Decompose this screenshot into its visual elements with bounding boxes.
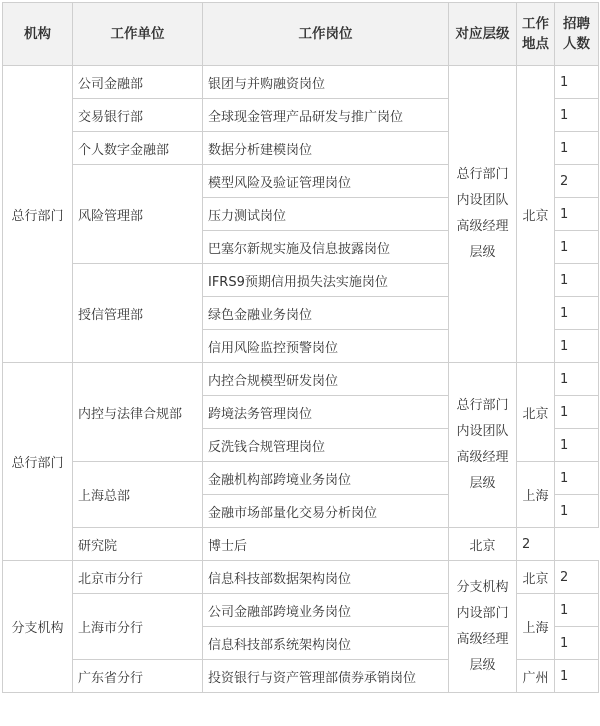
header-level: 对应层级: [449, 3, 517, 66]
unit-cell: 上海总部: [73, 462, 203, 528]
header-count: [555, 3, 599, 66]
count-cell: 1: [555, 66, 599, 99]
header-location-line2: 地点: [522, 36, 549, 52]
header-unit: 工作单位: [73, 3, 203, 66]
count-cell: 1: [555, 462, 599, 495]
level-line: 总行部门: [456, 398, 509, 413]
post-cell: 金融机构部跨境业务岗位: [203, 462, 449, 495]
header-location-line1: 工作: [522, 16, 549, 32]
location-cell: 北京: [517, 363, 555, 462]
post-cell: 内控合规模型研发岗位: [203, 363, 449, 396]
unit-cell: 内控与法律合规部: [73, 363, 203, 462]
header-row: [3, 3, 599, 66]
table-row: [3, 363, 599, 396]
level-line: 高级经理: [456, 450, 509, 465]
unit-cell: 公司金融部: [73, 66, 203, 99]
org-cell: 总行部门: [3, 363, 73, 561]
post-cell: IFRS9预期信用损失法实施岗位: [203, 264, 449, 297]
header-count-line2: 人数: [563, 36, 590, 52]
level-line: 分支机构: [456, 579, 509, 595]
org-cell: 分支机构: [3, 561, 73, 693]
post-cell: 数据分析建模岗位: [203, 132, 449, 165]
location-cell: 上海: [517, 594, 555, 660]
location-cell: 北京: [517, 66, 555, 363]
post-cell: 模型风险及验证管理岗位: [203, 165, 449, 198]
unit-cell: 上海市分行: [73, 594, 203, 660]
post-cell: 银团与并购融资岗位: [203, 66, 449, 99]
count-cell: 1: [555, 396, 599, 429]
count-cell: 1: [555, 627, 599, 660]
count-cell: 1: [555, 429, 599, 462]
count-cell: 1: [555, 594, 599, 627]
recruitment-table: [2, 2, 599, 693]
post-cell: 跨境法务管理岗位: [203, 396, 449, 429]
count-cell: 1: [555, 660, 599, 693]
header-post: 工作岗位: [203, 3, 449, 66]
level-line: 内设部门: [456, 605, 509, 621]
table-row: [3, 66, 599, 99]
count-cell: 1: [555, 495, 599, 528]
count-cell: 1: [555, 99, 599, 132]
count-cell: 1: [555, 132, 599, 165]
post-cell: 压力测试岗位: [203, 198, 449, 231]
unit-cell: 北京市分行: [73, 561, 203, 594]
level-line: 高级经理: [456, 631, 509, 647]
table-row: [3, 561, 599, 594]
count-cell: 1: [555, 297, 599, 330]
count-cell: 2: [555, 165, 599, 198]
post-cell: 全球现金管理产品研发与推广岗位: [203, 99, 449, 132]
level-line: 层级: [469, 657, 496, 673]
post-cell: 绿色金融业务岗位: [203, 297, 449, 330]
post-cell: 博士后: [203, 528, 449, 561]
level-cell: [449, 363, 517, 528]
level-line: 高级经理: [456, 219, 509, 234]
level-line: 总行部门: [456, 167, 509, 182]
post-cell: 金融市场部量化交易分析岗位: [203, 495, 449, 528]
level-cell: [449, 561, 517, 693]
post-cell: 信息科技部数据架构岗位: [203, 561, 449, 594]
unit-cell: 广东省分行: [73, 660, 203, 693]
count-cell: 1: [555, 330, 599, 363]
post-cell: 公司金融部跨境业务岗位: [203, 594, 449, 627]
location-cell: 北京: [449, 528, 517, 561]
location-cell: 北京: [517, 561, 555, 594]
header-count-line1: 招聘: [563, 16, 590, 32]
level-line: 内设团队: [456, 424, 509, 439]
location-cell: 上海: [517, 462, 555, 528]
count-cell: 1: [555, 264, 599, 297]
table-row: [3, 528, 599, 561]
header-location: [517, 3, 555, 66]
header-org: 机构: [3, 3, 73, 66]
count-cell: 1: [555, 198, 599, 231]
unit-cell: 授信管理部: [73, 264, 203, 363]
level-line: 内设团队: [456, 193, 509, 208]
level-line: 层级: [469, 245, 496, 260]
level-cell: [449, 66, 517, 363]
location-cell: 广州: [517, 660, 555, 693]
count-cell: 1: [555, 231, 599, 264]
count-cell: 2: [517, 528, 555, 561]
level-line: 层级: [469, 476, 496, 491]
post-cell: 反洗钱合规管理岗位: [203, 429, 449, 462]
org-cell: 总行部门: [3, 66, 73, 363]
post-cell: 巴塞尔新规实施及信息披露岗位: [203, 231, 449, 264]
post-cell: 信息科技部系统架构岗位: [203, 627, 449, 660]
post-cell: 投资银行与资产管理部债券承销岗位: [203, 660, 449, 693]
count-cell: 2: [555, 561, 599, 594]
unit-cell: 风险管理部: [73, 165, 203, 264]
unit-cell: 个人数字金融部: [73, 132, 203, 165]
unit-cell: 研究院: [73, 528, 203, 561]
count-cell: 1: [555, 363, 599, 396]
unit-cell: 交易银行部: [73, 99, 203, 132]
post-cell: 信用风险监控预警岗位: [203, 330, 449, 363]
